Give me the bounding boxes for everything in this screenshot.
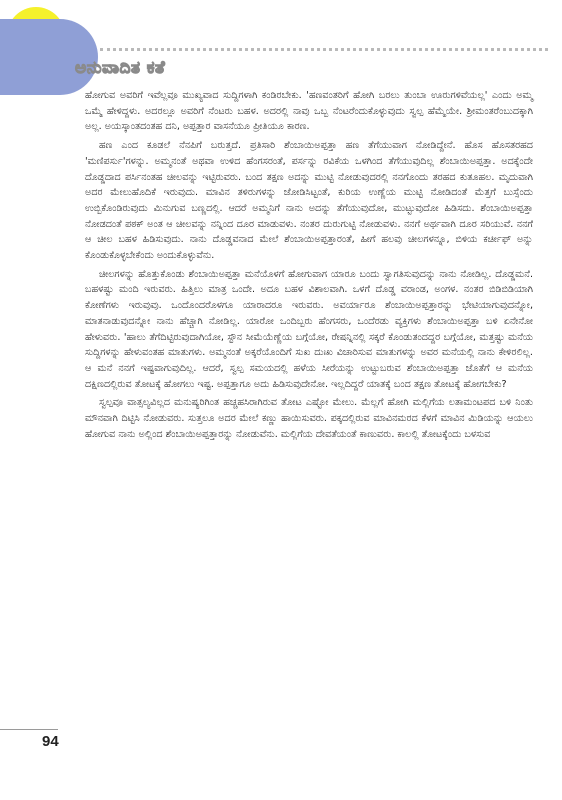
footer-rule bbox=[0, 729, 58, 730]
paragraph: ಹಣ ಎಂದ ಕೂಡಲೆ ನೆನಪಿಗೆ ಬರುತ್ತದೆ. ಪ್ರತಿಸಾರಿ ಶೆಂಬಾಯಿಅಪ್ಪತ್ತಾ ಹಣ ತೆಗೆಯುವಾಗ ನೋಡಿದ್ದೇನೆ. ಹೊಸ ಹೊಸತರಹದ 'ಮಣಿಪರ್ಸು'ಗಳನ್ನು. ಅಮ್ಮನಂತೆ ಅಥವಾ ಉಳಿದ ಹೆಂಗಸರಂತೆ, ಪರ್ಸನ್ನು ರವಿಕೆಯ ಒಳಗಿಂದ ತೆಗೆಯುವುದಿಲ್ಲ ಶೆಂಬಾಯಿಅಪ್ಪತ್ತಾ. ಅದಕ್ಕೆಂದೇ ದೊಡ್ಡದಾದ ಪರ್ಸಿನಂತಹ ಚೀಲವನ್ನು ಇಟ್ಟಿರುವರು. ಬಂದ ತಕ್ಷಣ ಅದನ್ನು ಮುಟ್ಟಿ ನೋಡುವುದರಲ್ಲಿ ನನಗೊಂದು ತರಹದ ಕುತೂಹಲ. ಮೃದುವಾಗಿ ಅದರ ಮೇಲುಹೊದಿಕೆ ಇರುವುದು. ಮಾವಿನ ತಳಿರುಗಳನ್ನು ಜೋಡಿಸಿಟ್ಟಂತೆ, ಕುರಿಯ ಉಣ್ಣೆಯ ಮುಟ್ಟಿ ನೋಡಿದಂತೆ ಮೆತ್ತಗೆ ಬುಸ್ಸೆಂದು ಉಬ್ಬಿಕೊಂಡಿರುವುದು ಮಿನುಗುವ ಬಣ್ಣದಲ್ಲಿ. ಆದರೆ ಅಮ್ಮನಿಗೆ ನಾನು ಅದನ್ನು ತೆಗೆಯುವುದೋ, ಮುಟ್ಟುವುದೋ ಹಿಡಿಸದು. ಶೆಂಬಾಯಿಅಪ್ಪತ್ತಾ ನೋಡದಂತೆ ಪಠಕ್ ಅಂತ ಆ ಚೀಲವನ್ನು ನನ್ನಿಂದ ದೂರ ಮಾಡುವಳು. ನಂತರ ದುರುಗುಟ್ಟಿ ನೋಡುವಳು. ನನಗೆ ಅರ್ಥವಾಗಿ ದೂರ ಸರಿಯುವೆ. ನನಗೆ ಆ ಚೀಲ ಬಹಳ ಹಿಡಿಸುವುದು. ನಾನು ದೊಡ್ಡವನಾದ ಮೇಲೆ ಶೆಂಬಾಯಿಅಪ್ಪತ್ತಾರಂತೆ, ಹೀಗೆ ಹಲವು ಚೀಲಗಳನ್ನೂ, ಬಿಳಿಯ ಕರ್ಚೀಫ್ ಅನ್ನು ಕೊಂಡುಕೊಳ್ಳಬೇಕೆಂದು ಅಂದುಕೊಳ್ಳುವೆನು. bbox=[85, 140, 533, 262]
page-number: 94 bbox=[42, 733, 59, 750]
dotted-header-rule bbox=[100, 48, 548, 51]
section-title: ಅನುವಾದಿತ ಕತೆ bbox=[75, 58, 166, 78]
paragraph: ಹೋಗುವ ಅವರಿಗೆ ಇವೆಲ್ಲವೂ ಮುಖ್ಯವಾದ ಸುದ್ದಿಗಳಾಗಿ ಕಂಡಿರಬೇಕು. 'ಹಣವಂತರಿಗೆ ಹೋಗಿ ಬರಲು ತುಂಬಾ ಊರುಗಳಿವೆಯಲ್ಲ' ಎಂದು ಅಮ್ಮ ಒಮ್ಮೆ ಹೇಳಿದ್ದಳು. ಅದರಲ್ಲೂ ಅವರಿಗೆ ನೆಂಟರು ಬಹಳ. ಅದರಲ್ಲಿ ನಾವು ಒಬ್ಬ ನೆಂಟರೆಂದುಕೊಳ್ಳುವುದು ಸ್ವಲ್ಪ ಹೆಮ್ಮೆಯೇ. ಶ್ರೀಮಂತರೆಂಬುದಕ್ಕಾಗಿ ಅಲ್ಲ. ಅಯಸ್ಕಾಂತದಂತಹ ದನಿ, ಅಪ್ಪತ್ತಾರ ವಾಸನೆಯೂ ಪ್ರೀತಿಯೂ ಕಾರಣ. bbox=[85, 90, 533, 133]
article-body bbox=[85, 88, 533, 445]
paragraph: ಚೀಲಗಳನ್ನು ಹೊತ್ತುಕೊಂಡು ಶೆಂಬಾಯಿಅಪ್ಪತ್ತಾ ಮನೆಯೊಳಗೆ ಹೋಗುವಾಗ ಯಾರೂ ಬಂದು ಸ್ವಾಗತಿಸುವುದನ್ನು ನಾನು ನೋಡಿಲ್ಲ. ದೊಡ್ಡಮನೆ. ಬಹಳಷ್ಟು ಮಂದಿ ಇರುವರು. ಹಿತ್ತಿಲು ಮಾತ್ರ ಒಂದೇ. ಅದೂ ಬಹಳ ವಿಶಾಲವಾಗಿ. ಒಳಗೆ ದೊಡ್ಡ ವರಾಂಡ, ಅಂಗಳ. ನಂತರ ಬಿಡಿಬಿಡಿಯಾಗಿ ಕೋಣೆಗಳು ಇರುವುವು. ಒಂದೊಂದರೊಳಗೂ ಯಾರಾದರೂ ಇರುವರು. ಅವರ್ಯಾರೂ ಶೆಂಬಾಯಿಅಪ್ಪತ್ತಾರನ್ನು ಭೇಟಿಯಾಗುವುದನ್ನೋ, ಮಾತನಾಡುವುದನ್ನೋ ನಾನು ಹೆಚ್ಚಾಗಿ ನೋಡಿಲ್ಲ. ಯಾರೋ ಒಂದಿಬ್ಬರು ಹೆಂಗಸರು, ಒಂದೆರಡು ವ್ಯಕ್ತಿಗಳು ಶೆಂಬಾಯಿಅಪ್ಪತ್ತಾ ಬಳಿ ಏನೇನೋ ಹೇಳುವರು. 'ಹಾಲು ತೆಗೆದಿಟ್ಟಿರುವುದಾಗಿಯೋ, ಸ್ಟೌನ ಸೀಮೆಯೆಣ್ಣೆಯ ಬಗ್ಗೆಯೋ, ರೇಷನ್ನಿನಲ್ಲಿ ಸಕ್ಕರೆ ಕೊಂಡುತಂದದ್ದರ ಬಗ್ಗೆಯೋ, ಮತ್ತಷ್ಟು ಮನೆಯ ಸುದ್ದಿಗಳನ್ನು ಹೇಳುವಂತಹ ಮಾತುಗಳು. ಅಮ್ಮನಂತೆ ಅಕ್ಕರೆಯೊಂದಿಗೆ ಸುಖ ದುಃಖ ವಿಚಾರಿಸುವ ಮಾತುಗಳನ್ನು ಅವರ ಮನೆಯಲ್ಲಿ ನಾನು ಕೇಳಿರಲಿಲ್ಲ. ಆ ಮನೆ ನನಗೆ ಇಷ್ಟವಾಗುವುದಿಲ್ಲ. ಆದರೆ, ಸ್ವಲ್ಪ ಸಮಯದಲ್ಲಿ ಹಳೆಯ ಸೀರೆಯನ್ನು ಉಟ್ಟುಬರುವ ಶೆಂಬಾಯಿಅಪ್ಪತ್ತಾ ಜೊತೆಗೆ ಆ ಮನೆಯ ದಕ್ಷಿಣದಲ್ಲಿರುವ ತೋಟಕ್ಕೆ ಹೋಗಲು ಇಷ್ಟ. ಅಪ್ಪತ್ತಾಗೂ ಅದು ಹಿಡಿಸುವುದೇನೋ. ಇಲ್ಲದಿದ್ದರೆ ಯಾತಕ್ಕೆ ಬಂದ ತಕ್ಷಣ ತೋಟಕ್ಕೆ ಹೋಗಬೇಕು? bbox=[85, 268, 533, 390]
blue-left-bar bbox=[0, 19, 60, 95]
paragraph: ಸ್ವಲ್ಪವೂ ವಾತ್ಸಲ್ಯವಿಲ್ಲದ ಮನುಷ್ಯರಿಗಿಂತ ಹಚ್ಚಹಸಿರಾಗಿರುವ ತೋಟ ಎಷ್ಟೋ ಮೇಲು. ಮೆಲ್ಲಗೆ ಹೋಗಿ ಮಲ್ಲಿಗೆಯ ಲತಾಮಂಟಪದ ಬಳಿ ನಿಂತು ಮೌನವಾಗಿ ದಿಟ್ಟಿಸಿ ನೋಡುವರು. ಸುತ್ತಲೂ ಅದರ ಮೇಲೆ ಕಣ್ಣು ಹಾಯಿಸುವರು. ಪಕ್ಕದಲ್ಲಿರುವ ಮಾವಿನಮರದ ಕೆಳಗೆ ಮಾವಿನ ಮಿಡಿಯನ್ನು ಆಯಲು ಹೋಗುವ ನಾನು ಅಲ್ಲಿಂದ ಶೆಂಬಾಯಿಅಪ್ಪತ್ತಾರನ್ನು ನೋಡುವೆನು. ಮಲ್ಲಿಗೆಯ ದೇವತೆಯಂತೆ ಕಾಣುವರು. ಕಾಲಲ್ಲಿ ತೋಟಕ್ಕೆಂದು ಬಳಸುವ bbox=[85, 397, 533, 440]
blue-half-circle-right bbox=[60, 19, 98, 95]
